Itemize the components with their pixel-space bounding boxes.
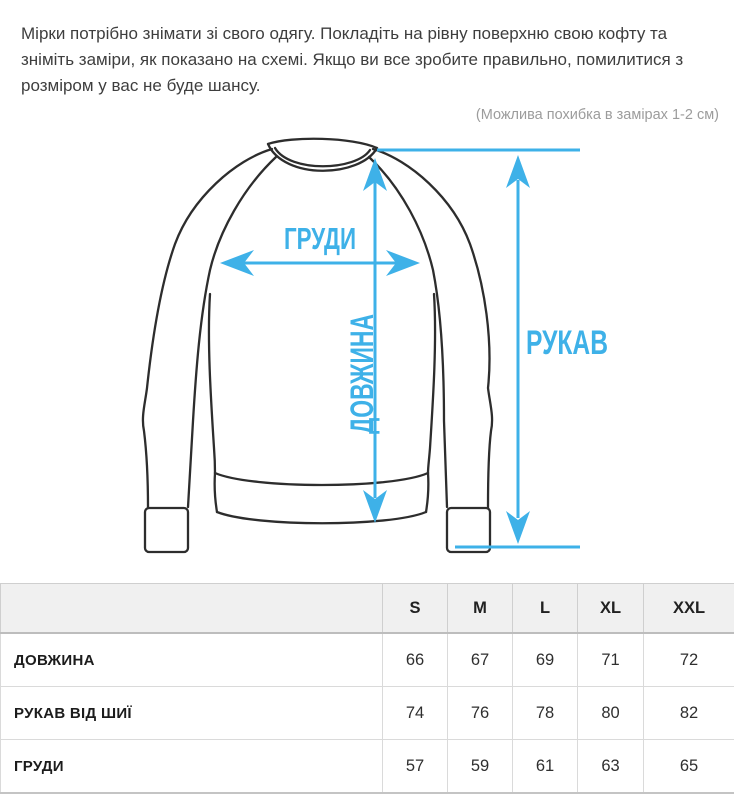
size-value: 71 (578, 633, 644, 687)
accuracy-note: (Можлива похибка в замірах 1-2 см) (475, 107, 719, 123)
intro-text: Мірки потрібно знімати зі свого одягу. Покладіть на рівну поверхню свою кофту та зніміть заміри, як показано на схемі. Якщо ви все зробите правильно, помилитися з розміром у вас не буде шансу. (21, 24, 684, 95)
size-value: 59 (448, 740, 513, 794)
size-value: 82 (644, 687, 734, 740)
size-column-header-xl: XL (578, 584, 644, 634)
measurement-row-chest (1, 740, 734, 794)
measurement-row-sleeve (1, 687, 734, 740)
length-label: ДОВЖИНА (344, 266, 380, 434)
size-value: 69 (513, 633, 578, 687)
size-column-header-l: L (513, 584, 578, 634)
size-value: 66 (383, 633, 448, 687)
size-value: 63 (578, 740, 644, 794)
sleeve-label: РУКАВ (526, 324, 608, 362)
size-table-corner-cell (1, 584, 383, 634)
size-guide-page (0, 21, 734, 794)
size-column-header-xxl: XXL (644, 584, 734, 634)
size-diagram (0, 136, 734, 581)
row-label: РУКАВ ВІД ШИЇ (1, 687, 383, 740)
size-diagram-svg (0, 136, 734, 581)
size-value: 65 (644, 740, 734, 794)
measurement-row-length (1, 633, 734, 687)
size-value: 61 (513, 740, 578, 794)
sweatshirt-drawing (143, 139, 492, 552)
size-column-header-s: S (383, 584, 448, 634)
size-table (0, 583, 734, 794)
size-value: 57 (383, 740, 448, 794)
row-label: ДОВЖИНА (1, 633, 383, 687)
size-table-header-row (1, 584, 734, 634)
size-value: 80 (578, 687, 644, 740)
chest-label: ГРУДИ (284, 221, 356, 256)
size-value: 76 (448, 687, 513, 740)
size-value: 74 (383, 687, 448, 740)
size-column-header-m: M (448, 584, 513, 634)
size-value: 72 (644, 633, 734, 687)
row-label: ГРУДИ (1, 740, 383, 794)
size-value: 67 (448, 633, 513, 687)
size-value: 78 (513, 687, 578, 740)
